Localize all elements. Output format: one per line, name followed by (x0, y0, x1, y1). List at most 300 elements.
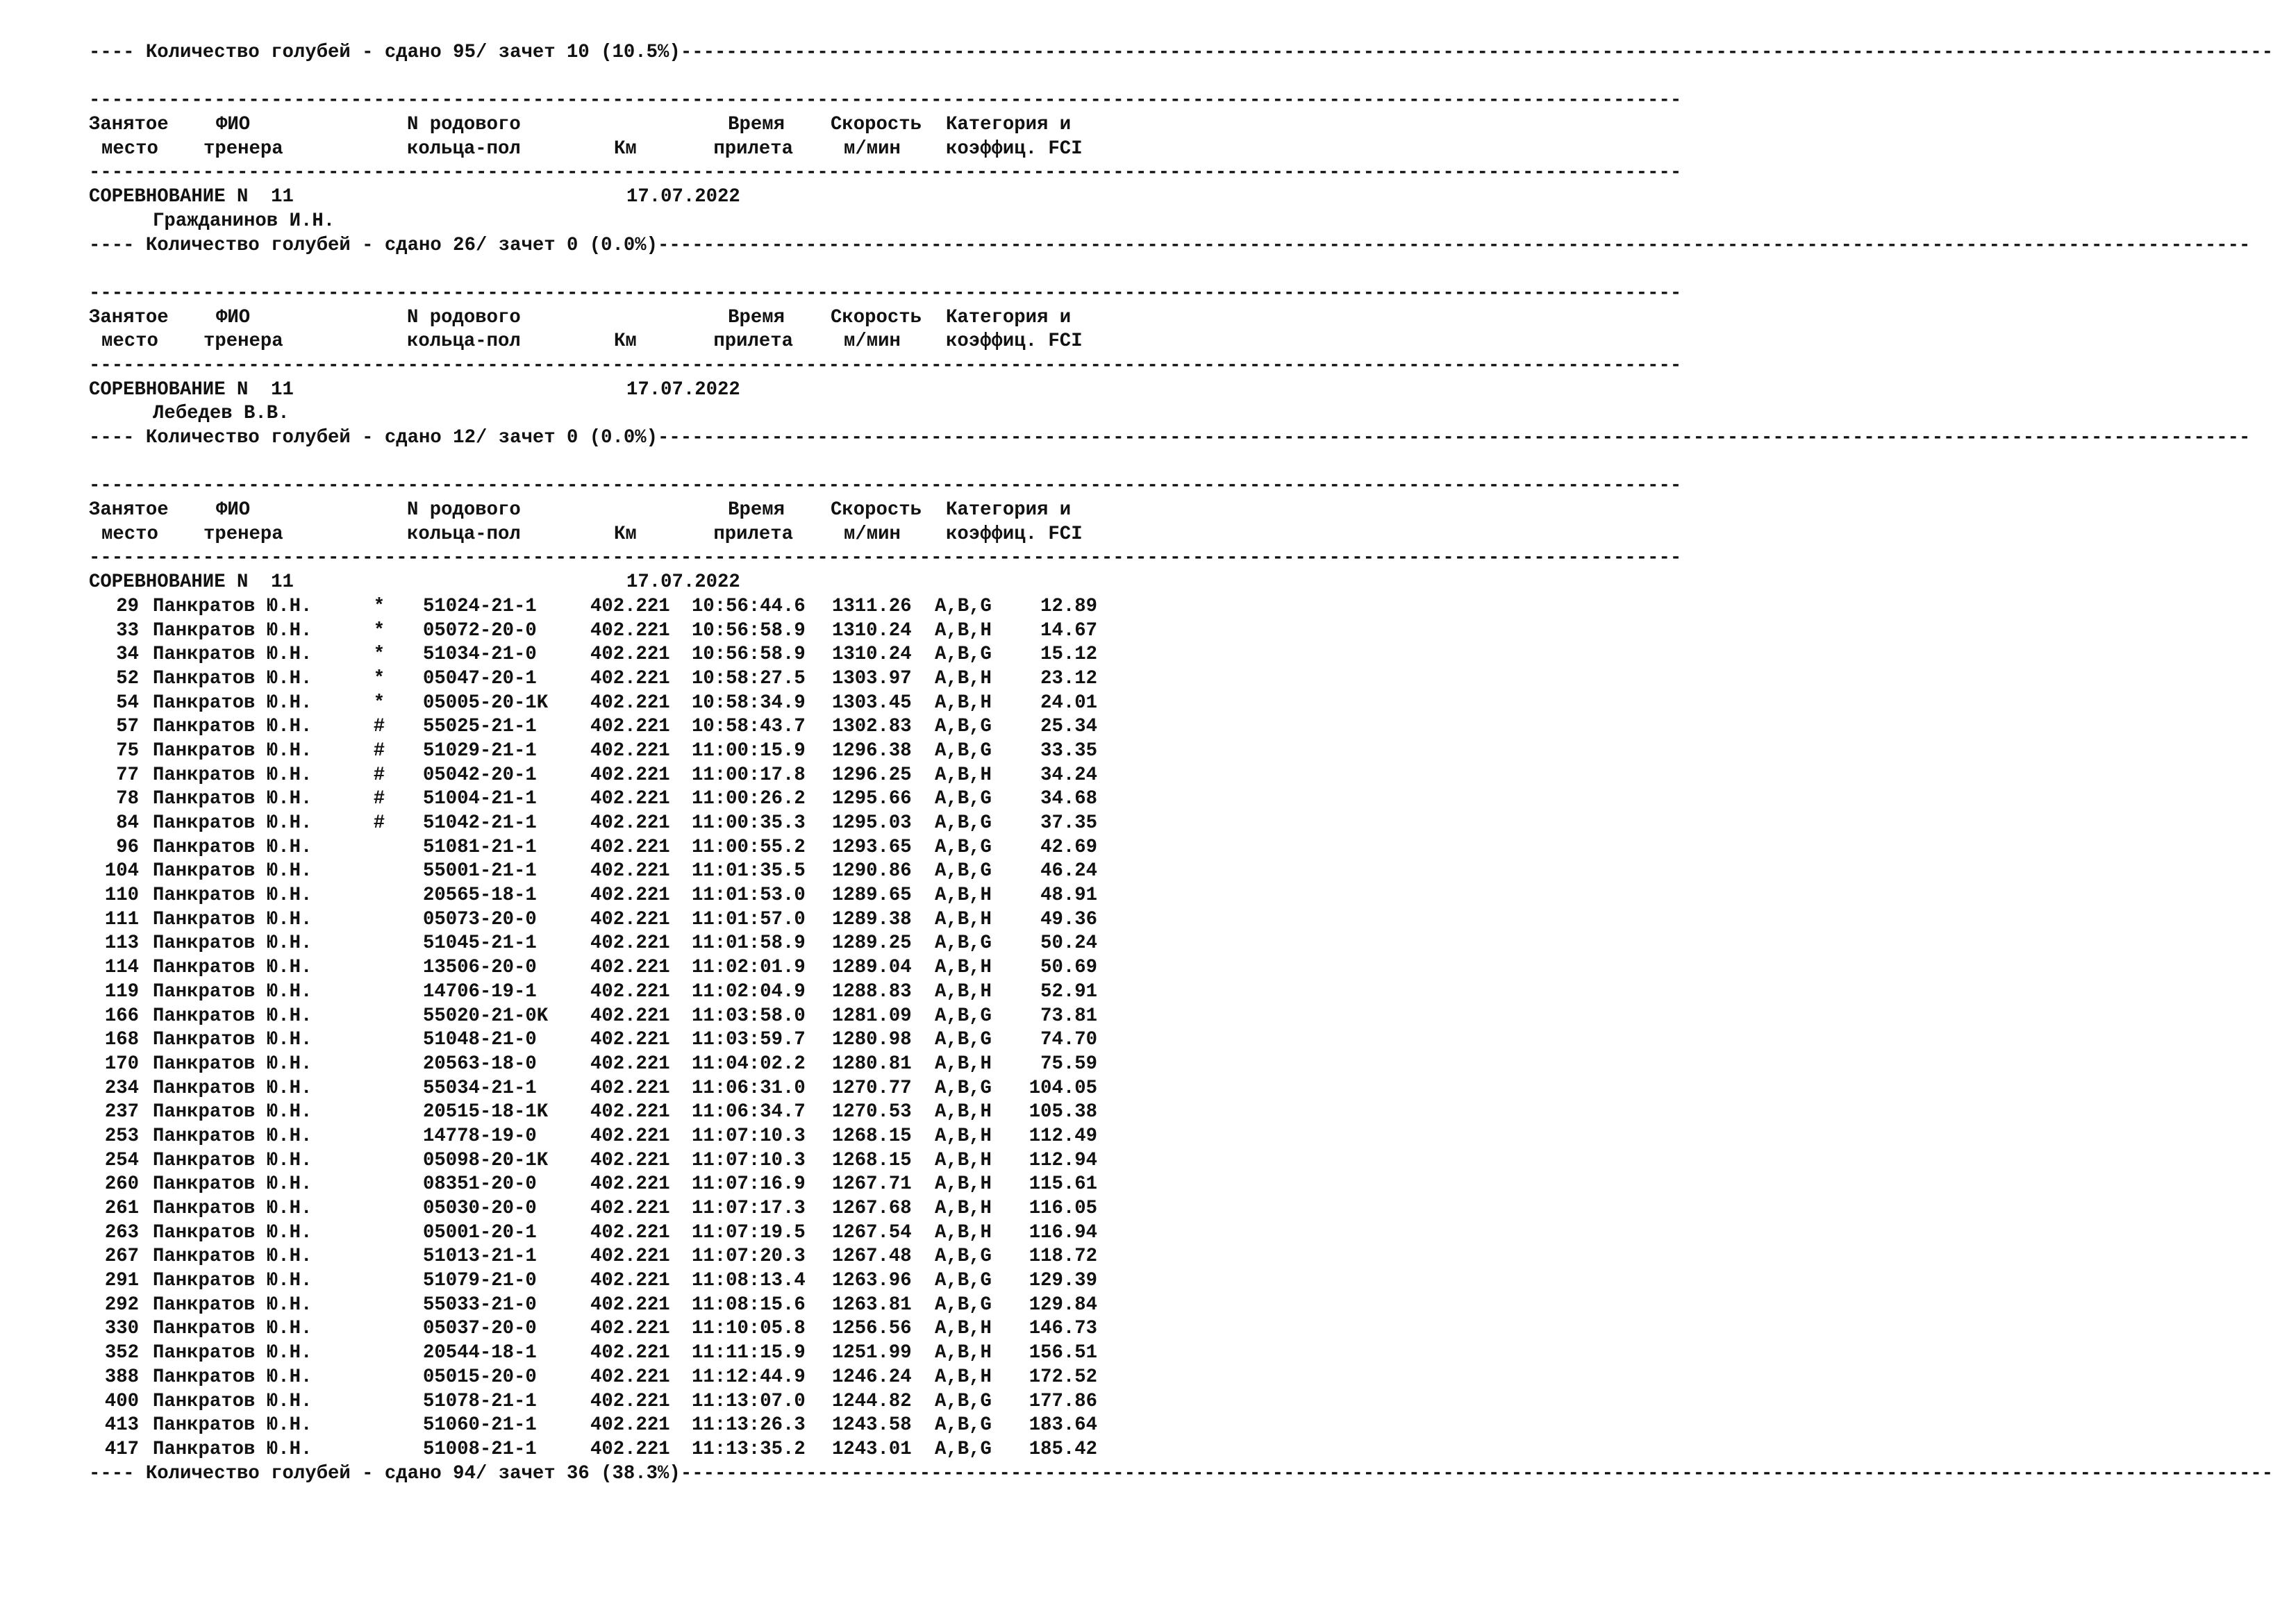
table-row (0, 1294, 1149, 1318)
cell-fci: 25.34 (1040, 716, 1097, 738)
cell-km: 402.221 (590, 885, 670, 907)
cell-ring: 08351-20-0 (423, 1173, 537, 1196)
col-ring-subheader: кольца-пол (407, 137, 521, 160)
cell-km: 402.221 (590, 764, 670, 786)
cell-place: 96 (116, 836, 139, 858)
col-place-header: Занятое (89, 306, 169, 328)
cell-ring: 51078-21-1 (423, 1390, 537, 1412)
cell-speed: 1256.56 (832, 1318, 912, 1340)
cell-fci: 172.52 (1029, 1366, 1097, 1388)
cell-speed: 1280.98 (832, 1029, 912, 1051)
col-time-subheader: прилета (713, 330, 793, 353)
cell-fci: 14.67 (1040, 619, 1097, 642)
table-row (0, 1077, 1149, 1101)
cell-speed: 1268.15 (832, 1149, 912, 1171)
summary-text (89, 41, 2273, 65)
summary-label: ---- Количество голубей - сдано 26/ зачет 0 (0.0%) (89, 234, 658, 256)
cell-category: A,B,G (935, 932, 992, 955)
cell-name: Панкратов Ю.Н. (153, 619, 313, 642)
cell-km: 402.221 (590, 1173, 670, 1196)
cell-ring: 05098-20-1K (423, 1149, 549, 1171)
cell-name: Панкратов Ю.Н. (153, 1221, 313, 1244)
table-row (0, 1005, 1149, 1029)
cell-fci: 112.49 (1029, 1125, 1097, 1147)
col-ring-subheader: кольца-пол (407, 330, 521, 353)
cell-km: 402.221 (590, 1294, 670, 1316)
cell-km: 402.221 (590, 1198, 670, 1219)
col-ring-subheader: кольца-пол (407, 523, 521, 545)
cell-place: 84 (116, 812, 139, 834)
cell-name: Панкратов Ю.Н. (153, 1149, 313, 1171)
table-row (0, 812, 1149, 836)
cell-speed: 1267.68 (832, 1198, 912, 1219)
cell-category: A,B,H (935, 1221, 992, 1244)
cell-time: 11:13:26.3 (692, 1414, 806, 1437)
cell-mark: * (373, 667, 385, 689)
cell-category: A,B,H (935, 885, 992, 907)
cell-time: 11:00:35.3 (692, 812, 806, 834)
col-category-subheader: коэффиц. FCI (946, 523, 1083, 545)
cell-fci: 48.91 (1040, 885, 1097, 907)
cell-speed: 1280.81 (832, 1053, 912, 1075)
table-row (0, 739, 1149, 764)
summary-label: ---- Количество голубей - сдано 12/ зачет 0 (0.0%) (89, 427, 658, 449)
cell-km: 402.221 (590, 1318, 670, 1340)
table-row (0, 1028, 1149, 1053)
cell-km: 402.221 (590, 1270, 670, 1292)
cell-speed: 1311.26 (832, 595, 912, 617)
col-ring-header: N родового (407, 306, 521, 328)
cell-speed: 1243.01 (832, 1438, 912, 1460)
competition-title: СОРЕВНОВАНИЕ N 11 (89, 378, 294, 401)
divider (0, 161, 1682, 185)
cell-fci: 112.94 (1029, 1149, 1097, 1171)
cell-name: Панкратов Ю.Н. (153, 1125, 313, 1147)
cell-time: 11:01:58.9 (692, 932, 806, 955)
cell-name: Панкратов Ю.Н. (153, 1366, 313, 1388)
col-time-subheader: прилета (713, 137, 793, 160)
cell-km: 402.221 (590, 619, 670, 642)
cell-name: Панкратов Ю.Н. (153, 716, 313, 738)
cell-km: 402.221 (590, 1149, 670, 1171)
cell-km: 402.221 (590, 692, 670, 714)
cell-time: 10:56:58.9 (692, 644, 806, 666)
cell-time: 11:03:59.7 (692, 1029, 806, 1051)
cell-name: Панкратов Ю.Н. (153, 860, 313, 882)
table-row (0, 595, 1149, 619)
table-row (0, 1414, 1149, 1438)
col-category-header: Категория и (946, 499, 1072, 521)
table-row (0, 908, 1149, 932)
cell-km: 402.221 (590, 1414, 670, 1437)
cell-category: A,B,H (935, 1053, 992, 1075)
divider (0, 354, 1682, 378)
col-category-subheader: коэффиц. FCI (946, 137, 1083, 160)
cell-km: 402.221 (590, 860, 670, 882)
cell-ring: 55033-21-0 (423, 1294, 537, 1316)
cell-category: A,B,H (935, 980, 992, 1003)
cell-name: Панкратов Ю.Н. (153, 885, 313, 907)
col-speed-subheader: м/мин (844, 137, 901, 160)
summary-label: ---- Количество голубей - сдано 95/ зачет 10 (10.5%) (89, 42, 681, 63)
cell-name: Панкратов Ю.Н. (153, 980, 313, 1003)
cell-place: 34 (116, 644, 139, 666)
cell-km: 402.221 (590, 908, 670, 930)
cell-category: A,B,G (935, 788, 992, 810)
cell-km: 402.221 (590, 1221, 670, 1244)
cell-speed: 1270.77 (832, 1077, 912, 1099)
cell-name: Панкратов Ю.Н. (153, 1318, 313, 1340)
table-row (0, 1173, 1149, 1197)
competition-line (0, 185, 1149, 210)
cell-name: Панкратов Ю.Н. (153, 595, 313, 617)
cell-ring: 51004-21-1 (423, 788, 537, 810)
cell-name: Панкратов Ю.Н. (153, 1414, 313, 1437)
col-km-header: Км (614, 330, 637, 353)
cell-category: A,B,H (935, 764, 992, 786)
cell-place: 253 (104, 1125, 139, 1147)
cell-speed: 1267.48 (832, 1246, 912, 1268)
column-header-row-2 (0, 330, 1149, 354)
cell-fci: 37.35 (1040, 812, 1097, 834)
col-name-header: ФИО (216, 114, 251, 136)
column-header-row-1 (0, 499, 1149, 523)
cell-place: 168 (104, 1029, 139, 1051)
cell-mark: # (373, 788, 385, 810)
cell-speed: 1289.38 (832, 908, 912, 930)
cell-fci: 129.39 (1029, 1270, 1097, 1292)
cell-category: A,B,H (935, 1173, 992, 1196)
cell-km: 402.221 (590, 595, 670, 617)
cell-name: Панкратов Ю.Н. (153, 908, 313, 930)
cell-time: 10:58:34.9 (692, 692, 806, 714)
cell-category: A,B,G (935, 860, 992, 882)
cell-speed: 1290.86 (832, 860, 912, 882)
cell-fci: 34.68 (1040, 788, 1097, 810)
summary-line (0, 426, 2251, 451)
cell-time: 11:07:20.3 (692, 1246, 806, 1268)
cell-place: 170 (104, 1053, 139, 1075)
cell-place: 119 (104, 980, 139, 1003)
cell-time: 11:06:31.0 (692, 1077, 806, 1099)
table-row (0, 1366, 1149, 1390)
col-place-subheader: место (101, 137, 158, 160)
cell-ring: 51081-21-1 (423, 836, 537, 858)
cell-mark: * (373, 595, 385, 617)
results-report (0, 41, 2273, 1486)
col-category-header: Категория и (946, 306, 1072, 328)
cell-category: A,B,G (935, 595, 992, 617)
cell-speed: 1289.65 (832, 885, 912, 907)
cell-ring: 51008-21-1 (423, 1438, 537, 1460)
cell-speed: 1303.45 (832, 692, 912, 714)
cell-ring: 51013-21-1 (423, 1246, 537, 1268)
cell-ring: 55034-21-1 (423, 1077, 537, 1099)
table-row (0, 884, 1149, 908)
cell-speed: 1310.24 (832, 644, 912, 666)
competition-date: 17.07.2022 (626, 571, 740, 594)
cell-speed: 1244.82 (832, 1390, 912, 1412)
column-header-row-1 (0, 306, 1149, 330)
table-row (0, 860, 1149, 884)
cell-speed: 1293.65 (832, 836, 912, 858)
table-row (0, 956, 1149, 980)
competition-title: СОРЕВНОВАНИЕ N 11 (89, 186, 294, 208)
cell-name: Панкратов Ю.Н. (153, 739, 313, 762)
cell-fci: 23.12 (1040, 667, 1097, 689)
cell-place: 166 (104, 1005, 139, 1027)
divider (0, 474, 1682, 499)
cell-place: 77 (116, 764, 139, 786)
trainer-line (0, 402, 1149, 426)
cell-time: 11:13:07.0 (692, 1390, 806, 1412)
cell-place: 292 (104, 1294, 139, 1316)
col-ring-header: N родового (407, 114, 521, 136)
cell-km: 402.221 (590, 1342, 670, 1364)
cell-place: 57 (116, 716, 139, 738)
col-place-header: Занятое (89, 114, 169, 136)
cell-km: 402.221 (590, 1077, 670, 1099)
cell-ring: 51029-21-1 (423, 739, 537, 762)
col-time-subheader: прилета (713, 523, 793, 545)
column-header-row-2 (0, 137, 1149, 162)
competition-date: 17.07.2022 (626, 186, 740, 208)
cell-place: 29 (116, 595, 139, 617)
summary-label: ---- Количество голубей - сдано 94/ зачет 36 (38.3%) (89, 1462, 681, 1484)
cell-name: Панкратов Ю.Н. (153, 932, 313, 955)
cell-speed: 1268.15 (832, 1125, 912, 1147)
cell-name: Панкратов Ю.Н. (153, 1198, 313, 1219)
table-row (0, 1197, 1149, 1221)
cell-ring: 13506-20-0 (423, 957, 537, 979)
cell-name: Панкратов Ю.Н. (153, 788, 313, 810)
cell-category: A,B,G (935, 836, 992, 858)
cell-time: 10:56:44.6 (692, 595, 806, 617)
summary-line (0, 1462, 2273, 1487)
cell-speed: 1267.71 (832, 1173, 912, 1196)
cell-time: 11:07:16.9 (692, 1173, 806, 1196)
col-place-subheader: место (101, 330, 158, 353)
cell-place: 267 (104, 1246, 139, 1268)
cell-name: Панкратов Ю.Н. (153, 692, 313, 714)
cell-place: 400 (104, 1390, 139, 1412)
cell-ring: 05073-20-0 (423, 908, 537, 930)
cell-speed: 1289.25 (832, 932, 912, 955)
cell-km: 402.221 (590, 716, 670, 738)
cell-fci: 156.51 (1029, 1342, 1097, 1364)
cell-speed: 1295.66 (832, 788, 912, 810)
col-name-subheader: тренера (203, 330, 283, 353)
cell-place: 75 (116, 739, 139, 762)
cell-km: 402.221 (590, 1053, 670, 1075)
summary-line (0, 41, 2273, 65)
blank-line (0, 258, 1149, 282)
cell-name: Панкратов Ю.Н. (153, 1294, 313, 1316)
cell-speed: 1310.24 (832, 619, 912, 642)
cell-km: 402.221 (590, 1005, 670, 1027)
cell-time: 11:01:57.0 (692, 908, 806, 930)
cell-ring: 55025-21-1 (423, 716, 537, 738)
cell-ring: 05030-20-0 (423, 1198, 537, 1219)
col-name-subheader: тренера (203, 137, 283, 160)
cell-km: 402.221 (590, 1366, 670, 1388)
cell-category: A,B,G (935, 1270, 992, 1292)
col-time-header: Время (728, 306, 785, 328)
summary-dash-fill: -------------------------------------------------------------------------------------------------------------------------------------------- (680, 1462, 2273, 1484)
cell-category: A,B,G (935, 1390, 992, 1412)
cell-speed: 1303.97 (832, 667, 912, 689)
cell-time: 11:10:05.8 (692, 1318, 806, 1340)
cell-category: A,B,H (935, 692, 992, 714)
cell-place: 237 (104, 1101, 139, 1123)
cell-km: 402.221 (590, 1246, 670, 1268)
summary-text (89, 1462, 2273, 1487)
cell-name: Панкратов Ю.Н. (153, 1101, 313, 1123)
cell-name: Панкратов Ю.Н. (153, 1270, 313, 1292)
dashed-rule: -------------------------------------------------------------------------------------------------------------------------------------------- (89, 90, 1682, 112)
cell-category: A,B,G (935, 1029, 992, 1051)
table-row (0, 1125, 1149, 1149)
cell-fci: 52.91 (1040, 980, 1097, 1003)
cell-ring: 51048-21-0 (423, 1029, 537, 1051)
summary-dash-fill: -------------------------------------------------------------------------------------------------------------------------------------------- (658, 234, 2251, 256)
cell-fci: 183.64 (1029, 1414, 1097, 1437)
cell-name: Панкратов Ю.Н. (153, 1342, 313, 1364)
cell-ring: 05047-20-1 (423, 667, 537, 689)
cell-time: 11:03:58.0 (692, 1005, 806, 1027)
cell-place: 113 (104, 932, 139, 955)
table-row (0, 836, 1149, 860)
table-row (0, 1317, 1149, 1341)
cell-mark: * (373, 644, 385, 666)
cell-ring: 51024-21-1 (423, 595, 537, 617)
cell-place: 261 (104, 1198, 139, 1219)
cell-km: 402.221 (590, 1438, 670, 1460)
column-header-row-1 (0, 113, 1149, 137)
cell-speed: 1302.83 (832, 716, 912, 738)
dashed-rule: -------------------------------------------------------------------------------------------------------------------------------------------- (89, 475, 1682, 497)
cell-category: A,B,G (935, 1005, 992, 1027)
cell-ring: 05037-20-0 (423, 1318, 537, 1340)
cell-km: 402.221 (590, 1101, 670, 1123)
cell-fci: 116.05 (1029, 1198, 1097, 1219)
table-row (0, 1269, 1149, 1294)
summary-dash-fill: -------------------------------------------------------------------------------------------------------------------------------------------- (658, 427, 2251, 449)
cell-category: A,B,H (935, 619, 992, 642)
table-row (0, 619, 1149, 644)
col-category-header: Категория и (946, 114, 1072, 136)
summary-line (0, 234, 2251, 258)
cell-name: Панкратов Ю.Н. (153, 1053, 313, 1075)
cell-place: 254 (104, 1149, 139, 1171)
cell-km: 402.221 (590, 932, 670, 955)
cell-speed: 1295.03 (832, 812, 912, 834)
dashed-rule: -------------------------------------------------------------------------------------------------------------------------------------------- (89, 282, 1682, 304)
cell-name: Панкратов Ю.Н. (153, 812, 313, 834)
cell-time: 11:02:04.9 (692, 980, 806, 1003)
cell-speed: 1281.09 (832, 1005, 912, 1027)
cell-speed: 1251.99 (832, 1342, 912, 1364)
summary-text (89, 234, 2251, 258)
cell-category: A,B,G (935, 1414, 992, 1437)
cell-speed: 1263.81 (832, 1294, 912, 1316)
cell-place: 114 (104, 957, 139, 979)
table-row (0, 1100, 1149, 1125)
summary-dash-fill: -------------------------------------------------------------------------------------------------------------------------------------------- (680, 42, 2273, 63)
cell-place: 33 (116, 619, 139, 642)
blank-line (0, 451, 1149, 475)
cell-fci: 15.12 (1040, 644, 1097, 666)
cell-ring: 14706-19-1 (423, 980, 537, 1003)
cell-km: 402.221 (590, 1029, 670, 1051)
cell-ring: 20544-18-1 (423, 1342, 537, 1364)
cell-category: A,B,G (935, 1294, 992, 1316)
cell-name: Панкратов Ю.Н. (153, 957, 313, 979)
cell-place: 352 (104, 1342, 139, 1364)
cell-fci: 33.35 (1040, 739, 1097, 762)
dashed-rule: -------------------------------------------------------------------------------------------------------------------------------------------- (89, 547, 1682, 569)
cell-km: 402.221 (590, 739, 670, 762)
cell-ring: 20565-18-1 (423, 885, 537, 907)
cell-name: Панкратов Ю.Н. (153, 1005, 313, 1027)
col-category-subheader: коэффиц. FCI (946, 330, 1083, 353)
cell-fci: 118.72 (1029, 1246, 1097, 1268)
cell-ring: 51042-21-1 (423, 812, 537, 834)
cell-category: A,B,G (935, 716, 992, 738)
cell-category: A,B,G (935, 739, 992, 762)
cell-km: 402.221 (590, 957, 670, 979)
cell-speed: 1296.25 (832, 764, 912, 786)
col-time-header: Время (728, 114, 785, 136)
cell-fci: 34.24 (1040, 764, 1097, 786)
cell-fci: 146.73 (1029, 1318, 1097, 1340)
cell-ring: 05072-20-0 (423, 619, 537, 642)
cell-time: 11:02:01.9 (692, 957, 806, 979)
cell-time: 11:00:17.8 (692, 764, 806, 786)
cell-mark: # (373, 739, 385, 762)
cell-mark: # (373, 812, 385, 834)
cell-fci: 46.24 (1040, 860, 1097, 882)
cell-fci: 177.86 (1029, 1390, 1097, 1412)
cell-category: A,B,G (935, 1077, 992, 1099)
cell-place: 413 (104, 1414, 139, 1437)
cell-ring: 05001-20-1 (423, 1221, 537, 1244)
cell-time: 11:06:34.7 (692, 1101, 806, 1123)
cell-category: A,B,H (935, 908, 992, 930)
col-name-subheader: тренера (203, 523, 283, 545)
cell-fci: 73.81 (1040, 1005, 1097, 1027)
col-speed-header: Скорость (831, 114, 922, 136)
cell-speed: 1263.96 (832, 1270, 912, 1292)
cell-place: 234 (104, 1077, 139, 1099)
competition-line (0, 571, 1149, 595)
cell-mark: * (373, 619, 385, 642)
cell-speed: 1288.83 (832, 980, 912, 1003)
table-row (0, 787, 1149, 812)
cell-category: A,B,H (935, 1101, 992, 1123)
cell-name: Панкратов Ю.Н. (153, 764, 313, 786)
col-km-header: Км (614, 523, 637, 545)
cell-speed: 1267.54 (832, 1221, 912, 1244)
cell-name: Панкратов Ю.Н. (153, 1246, 313, 1268)
cell-place: 110 (104, 885, 139, 907)
cell-name: Панкратов Ю.Н. (153, 644, 313, 666)
cell-speed: 1243.58 (832, 1414, 912, 1437)
trainer-name: Гражданинов И.Н. (153, 210, 335, 232)
cell-time: 11:01:35.5 (692, 860, 806, 882)
cell-category: A,B,H (935, 1342, 992, 1364)
cell-ring: 14778-19-0 (423, 1125, 537, 1147)
